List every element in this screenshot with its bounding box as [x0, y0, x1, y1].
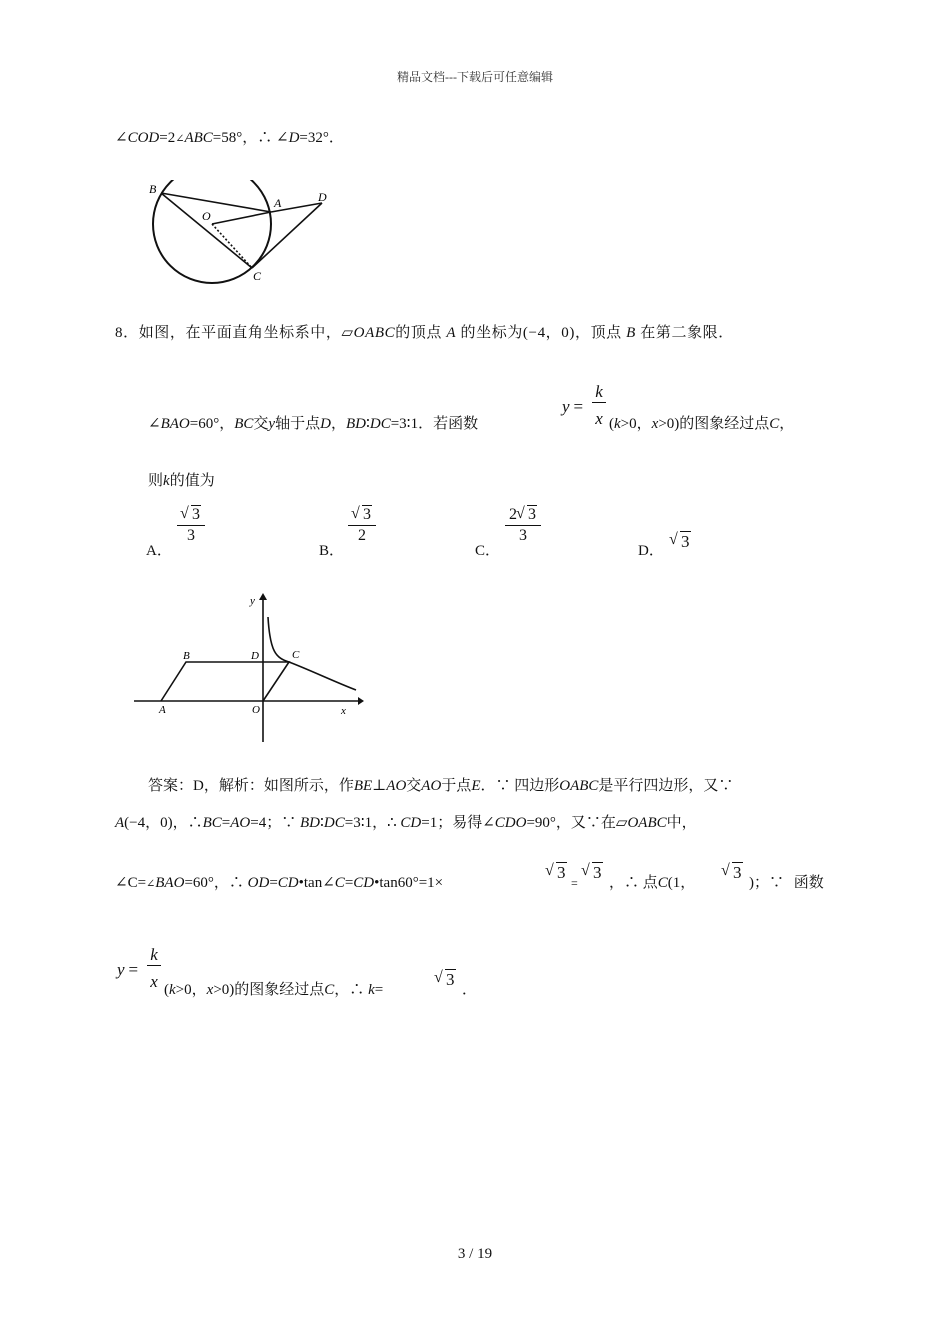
text: 3: [681, 532, 690, 551]
text: =1；易得∠: [421, 815, 495, 831]
text: COD: [127, 130, 160, 146]
text: BC: [234, 416, 254, 432]
text: OABC: [353, 325, 396, 341]
text: (: [164, 982, 169, 998]
label-o: O: [252, 704, 260, 716]
text: =3∶1．若函数: [390, 416, 479, 432]
hyperbola-curve: [268, 617, 356, 690]
text: >0)的图象经过点: [658, 416, 770, 432]
text: CD: [277, 875, 299, 891]
answer-line2: [115, 813, 697, 833]
text: >0，: [175, 982, 207, 998]
text: =58°，∴ ∠: [212, 130, 289, 146]
text: =: [573, 397, 584, 416]
text: 2: [509, 506, 517, 523]
text: A: [446, 325, 457, 341]
question-8-line1: [115, 323, 734, 343]
answer-line3-mid: [609, 873, 695, 893]
text: =: [128, 960, 139, 979]
text: k: [169, 982, 176, 998]
text: 的顶点: [395, 325, 443, 341]
y-axis-arrow: [259, 593, 267, 600]
option-b-label[interactable]: B．: [319, 543, 345, 559]
text: OD: [247, 875, 270, 891]
text: ▱: [615, 815, 628, 831]
text: D: [288, 130, 300, 146]
text: ，∴: [334, 982, 365, 998]
text: DC: [369, 416, 391, 432]
text: BD: [345, 416, 366, 432]
text: ∠C=: [115, 875, 147, 891]
label-a: A: [274, 196, 282, 210]
text: ∶: [319, 815, 324, 831]
text: AO: [386, 778, 407, 794]
text: =: [221, 815, 231, 831]
text: •tan60°=1×: [374, 875, 444, 891]
text: BAO: [160, 416, 190, 432]
text: ▱: [341, 325, 354, 341]
label-x: x: [341, 705, 346, 717]
text: k: [368, 982, 375, 998]
text: =32°．: [299, 130, 344, 146]
answer-function-y: [117, 960, 138, 980]
label-y: y: [250, 595, 255, 607]
text: BD: [299, 815, 320, 831]
text: 3: [557, 863, 566, 882]
segment-ba: [161, 193, 271, 212]
text: ∠: [175, 133, 185, 145]
text: CD: [400, 815, 422, 831]
text: 3: [363, 506, 371, 523]
top-line: [115, 128, 344, 149]
option-c-value: [505, 506, 541, 545]
label-b: B: [149, 182, 157, 196]
text: E: [471, 778, 481, 794]
text: 3: [187, 527, 195, 544]
option-d-label[interactable]: D．: [638, 543, 664, 559]
text: 8．如图，在平面直角坐标系中，: [115, 325, 342, 341]
text: ∶: [365, 416, 370, 432]
segment-cd: [252, 203, 322, 268]
answer-line3-tail: )；∵ 函数: [749, 875, 824, 891]
segment-oa: [212, 212, 271, 224]
answer-rad2: [582, 863, 603, 883]
text: 的坐标为(−4，0)，顶点: [460, 325, 622, 341]
option-b-value: [348, 506, 376, 545]
text: DC: [323, 815, 345, 831]
coordinate-graph: [130, 590, 365, 745]
label-c: C: [292, 649, 300, 661]
text: x: [651, 416, 659, 432]
text: =90°，又∵在: [526, 815, 616, 831]
page-number: 3 / 19: [457, 1246, 493, 1262]
x-axis-arrow: [358, 697, 364, 705]
answer-function-denominator: x: [150, 972, 158, 991]
answer-line4-end: ．: [462, 982, 478, 998]
answer-rad4: [435, 970, 456, 990]
text: =60°，∴: [184, 875, 244, 891]
text: =: [374, 982, 384, 998]
text: B: [626, 325, 636, 341]
option-d-value: [670, 532, 691, 552]
text: ，: [330, 416, 346, 432]
parallelogram-oabc: [161, 662, 289, 701]
text: y: [117, 960, 125, 979]
text: C: [657, 875, 668, 891]
text: =3∶1，∴: [344, 815, 397, 831]
option-c-label[interactable]: C．: [475, 543, 501, 559]
function-numerator: k: [592, 382, 606, 403]
text: y: [268, 416, 276, 432]
label-c: C: [253, 269, 262, 283]
text: 交: [406, 778, 422, 794]
text: >0)的图象经过点: [213, 982, 325, 998]
text: 中，: [666, 815, 697, 831]
question-8-line2-tail: [609, 414, 794, 434]
text: =: [344, 875, 354, 891]
function-y: [562, 397, 583, 417]
label-a: A: [159, 704, 166, 716]
text: (1，: [667, 875, 696, 891]
text: k: [163, 473, 170, 489]
text: BE: [353, 778, 373, 794]
text: C: [334, 875, 345, 891]
text: CDO: [494, 815, 527, 831]
text: 3: [446, 970, 455, 989]
text: (−4，0)，∴: [124, 815, 203, 831]
text: y: [562, 397, 570, 416]
text: ABC: [184, 130, 213, 146]
text: =2: [159, 130, 176, 146]
text: 是平行四边形，又∵: [598, 778, 734, 794]
answer-line4: [164, 980, 383, 1000]
text: 的值为: [169, 473, 215, 489]
text: 交: [253, 416, 269, 432]
text: 则: [148, 473, 164, 489]
text: (: [609, 416, 614, 432]
segment-bc: [161, 193, 252, 268]
text: =: [269, 875, 278, 891]
text: 于点: [441, 778, 472, 794]
text: BAO: [155, 875, 185, 891]
text: OABC: [559, 778, 599, 794]
label-d: D: [251, 650, 259, 662]
text: 3: [519, 527, 527, 544]
text: D: [320, 416, 331, 432]
page-header: 精品文档---下载后可任意编辑: [397, 70, 553, 84]
text: ，: [779, 416, 795, 432]
text: 3: [593, 863, 602, 882]
text: >0，: [620, 416, 652, 432]
answer-line3: [115, 873, 443, 894]
answer-eq-small: =: [571, 876, 578, 890]
question-8-line2: [148, 414, 478, 434]
text: 答案：D，解析：如图所示，作: [148, 778, 354, 794]
text: =60°，: [189, 416, 235, 432]
text: C: [324, 982, 335, 998]
label-o: O: [202, 209, 211, 223]
text: ，∴ 点: [609, 875, 658, 891]
text: 3: [192, 506, 200, 523]
text: CD: [353, 875, 375, 891]
circle-figure: [140, 180, 340, 290]
answer-rad1: [546, 863, 567, 883]
text: BC: [202, 815, 222, 831]
answer-line1: [148, 776, 733, 796]
text: •tan∠: [298, 875, 335, 891]
text: ∠: [146, 878, 156, 890]
segment-oc-dotted: [212, 224, 252, 268]
text: ∠: [115, 130, 128, 146]
text: ⊥: [372, 778, 387, 794]
label-b: B: [183, 650, 190, 662]
text: 轴于点: [275, 416, 321, 432]
text: AO: [421, 778, 442, 794]
text: AO: [230, 815, 251, 831]
label-d: D: [318, 190, 327, 204]
answer-function-numerator: k: [147, 945, 161, 966]
text: 2: [358, 527, 366, 544]
text: C: [769, 416, 780, 432]
text: ．∵ 四边形: [480, 778, 560, 794]
option-a-value: [177, 506, 205, 545]
function-denominator: x: [595, 409, 603, 428]
text: 3: [528, 506, 536, 523]
text: x: [206, 982, 214, 998]
option-a-label[interactable]: A．: [146, 543, 172, 559]
text: 在第二象限．: [640, 325, 734, 341]
text: ∠: [148, 416, 161, 432]
text: 3: [733, 863, 742, 882]
text: k: [614, 416, 621, 432]
text: A: [115, 815, 125, 831]
answer-rad3: [722, 863, 743, 883]
question-8-line3: [148, 471, 215, 491]
text: OABC: [627, 815, 667, 831]
text: =4；∵: [250, 815, 297, 831]
